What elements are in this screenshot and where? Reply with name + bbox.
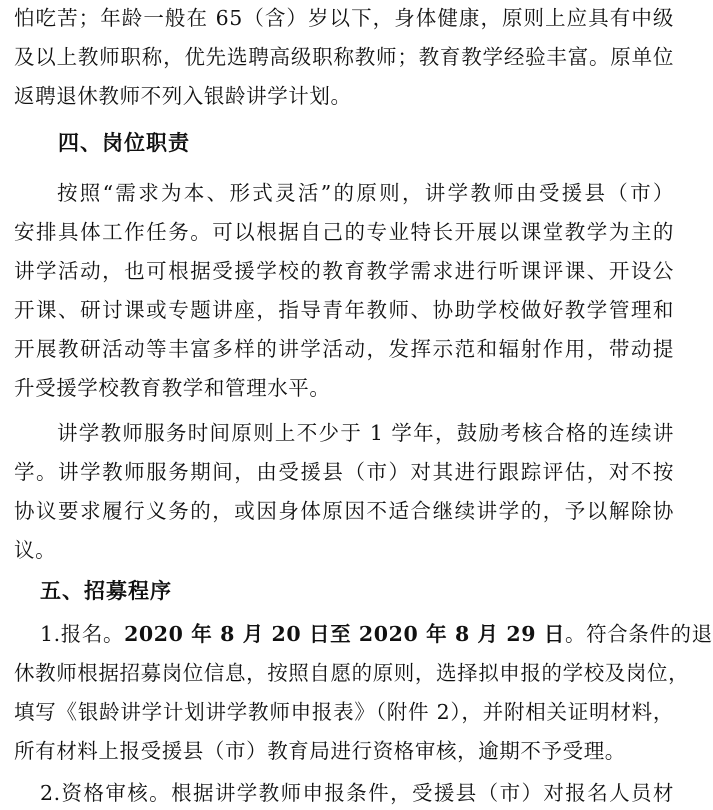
text-line: 升受援学校教育教学和管理水平。	[14, 376, 331, 400]
text-line: 按照“需求为本、形式灵活”的原则，讲学教师由受援县（市）	[57, 181, 674, 205]
text-line: 2.资格审核。根据讲学教师申报条件，受援县（市）对报名人员材	[40, 781, 674, 805]
text-line: 返聘退休教师不列入银龄讲学计划。	[14, 84, 352, 108]
text-line: 休教师根据招募岗位信息，按照自愿的原则，选择拟申报的学校及岗位，	[14, 661, 690, 685]
section-heading-5: 五、招募程序	[40, 579, 172, 603]
text-line: 填写《银龄讲学计划讲学教师申报表》（附件 2），并附相关证明材料，	[14, 700, 674, 724]
text-line: 开课、研讨课或专题讲座，指导青年教师、协助学校做好教学管理和	[14, 298, 674, 322]
text-line: 学。讲学教师服务期间，由受援县（市）对其进行跟踪评估，对不按	[14, 460, 674, 484]
text-line: 协议要求履行义务的，或因身体原因不适合继续讲学的，予以解除协	[14, 499, 674, 523]
text-line: 议。	[14, 538, 57, 562]
text-line: 开展教研活动等丰富多样的讲学活动，发挥示范和辐射作用，带动提	[14, 337, 674, 361]
text-line: 安排具体工作任务。可以根据自己的专业特长开展以课堂教学为主的	[14, 220, 674, 244]
item-suffix: 。符合条件的退	[564, 622, 713, 646]
text-line: 怕吃苦；年龄一般在 65（含）岁以下，身体健康，原则上应具有中级	[14, 6, 674, 30]
text-line: 及以上教师职称，优先选聘高级职称教师；教育教学经验丰富。原单位	[14, 45, 674, 69]
text-line	[40, 622, 713, 646]
text-line: 讲学教师服务时间原则上不少于 1 学年，鼓励考核合格的连续讲	[57, 421, 674, 445]
section-heading-4: 四、岗位职责	[58, 131, 190, 155]
text-line: 讲学活动，也可根据受援学校的教育教学需求进行听课评课、开设公	[14, 259, 674, 283]
date-range: 2020 年 8 月 20 日至 2020 年 8 月 29 日	[124, 622, 565, 646]
item-prefix: 1.报名。	[40, 622, 125, 646]
text-line: 所有材料上报受援县（市）教育局进行资格审核，逾期不予受理。	[14, 739, 626, 763]
